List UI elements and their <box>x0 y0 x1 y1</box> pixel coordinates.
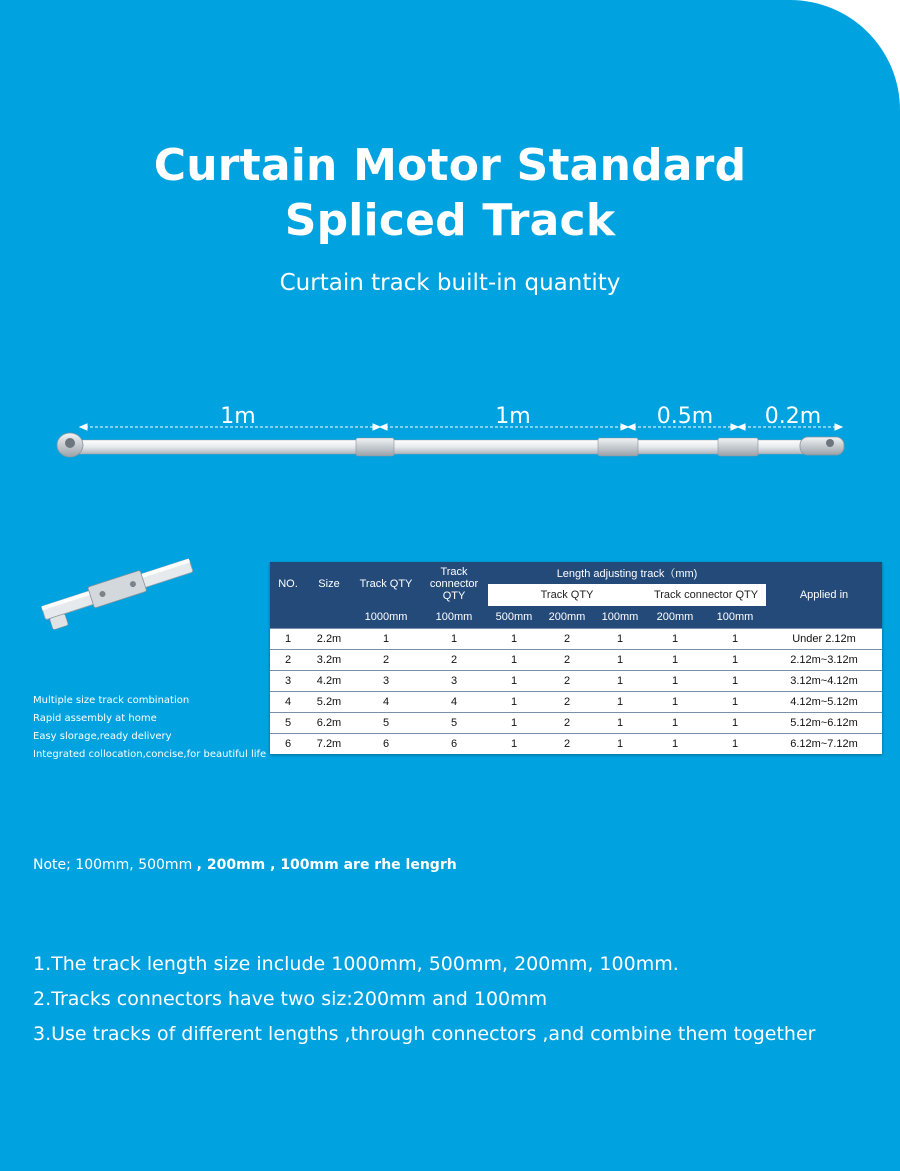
description-point: 2.Tracks connectors have two siz:200mm and 100mm <box>33 988 548 1010</box>
feature-list <box>33 692 266 764</box>
unit-cell: 100mm <box>704 606 766 628</box>
table-cell: 3 <box>270 670 306 691</box>
curtain-rail <box>57 433 844 457</box>
header-track-qty: Track QTY <box>352 562 420 606</box>
header-connector-qty: Track connector QTY <box>420 562 488 606</box>
feature-item: Integrated collocation,concise,for beautiful life <box>33 749 267 760</box>
table-cell: 3 <box>420 670 488 691</box>
table-cell: 1 <box>488 733 540 754</box>
page-subtitle: Curtain track built-in quantity <box>279 270 621 296</box>
table-cell: 6.12m~7.12m <box>766 733 882 754</box>
unit-cell: 100mm <box>594 606 646 628</box>
table-cell: 1 <box>488 712 540 733</box>
table-cell: 1 <box>646 733 704 754</box>
table-cell: 2.12m~3.12m <box>766 649 882 670</box>
header-size: Size <box>306 562 352 606</box>
table-cell: 2 <box>352 649 420 670</box>
table-cell: 1 <box>594 628 646 649</box>
table-cell: 2 <box>270 649 306 670</box>
table-cell: 5.2m <box>306 691 352 712</box>
table-cell: 6 <box>420 733 488 754</box>
dimension-label-4: 0.2m <box>764 404 822 429</box>
description-point: 3.Use tracks of different lengths ,through connectors ,and combine them together <box>33 1023 816 1045</box>
table-cell: 1 <box>352 628 420 649</box>
table-cell: 5 <box>420 712 488 733</box>
track-diagram <box>50 395 860 475</box>
table-cell: 1 <box>594 670 646 691</box>
table-cell: 3.2m <box>306 649 352 670</box>
table-cell: 4 <box>270 691 306 712</box>
subheader-track-qty: Track QTY <box>488 584 646 606</box>
feature-item: Rapid assembly at home <box>33 713 157 724</box>
dimension-label-3: 0.5m <box>656 404 714 429</box>
table-row <box>270 733 882 754</box>
table-cell: 1 <box>646 691 704 712</box>
table-cell: 1 <box>646 670 704 691</box>
table-cell: 1 <box>270 628 306 649</box>
table-cell: 6 <box>352 733 420 754</box>
table-cell: 2 <box>420 649 488 670</box>
table-cell: 1 <box>420 628 488 649</box>
subheader-connector-qty: Track connector QTY <box>646 584 766 606</box>
table-cell: 1 <box>488 670 540 691</box>
track-spec-table <box>270 562 882 754</box>
table-cell: 1 <box>704 733 766 754</box>
length-note <box>33 857 457 873</box>
table-cell: 1 <box>646 628 704 649</box>
unit-cell: 500mm <box>488 606 540 628</box>
table-row <box>270 649 882 670</box>
table-cell: 4.12m~5.12m <box>766 691 882 712</box>
table-cell: 7.2m <box>306 733 352 754</box>
table-cell: 1 <box>646 712 704 733</box>
table-cell: 1 <box>488 691 540 712</box>
table-cell: 2 <box>540 670 594 691</box>
table-cell: 3 <box>352 670 420 691</box>
table-cell: 1 <box>704 670 766 691</box>
table-cell: 6.2m <box>306 712 352 733</box>
table-cell: 1 <box>704 649 766 670</box>
table-row <box>270 691 882 712</box>
table-cell: 1 <box>704 691 766 712</box>
table-cell: Under 2.12m <box>766 628 882 649</box>
feature-item: Multiple size track combination <box>33 695 190 706</box>
table-cell: 6 <box>270 733 306 754</box>
note-text: Note; 100mm, 500mm <box>33 857 197 873</box>
track-connector-image <box>30 550 205 630</box>
table-cell: 1 <box>594 691 646 712</box>
table-cell: 1 <box>594 649 646 670</box>
table-cell: 3.12m~4.12m <box>766 670 882 691</box>
table-cell: 4 <box>420 691 488 712</box>
table-cell: 2 <box>540 733 594 754</box>
unit-cell: 200mm <box>646 606 704 628</box>
table-cell: 1 <box>646 649 704 670</box>
table-cell: 4.2m <box>306 670 352 691</box>
unit-cell: 1000mm <box>352 606 420 628</box>
note-bold-text: , 200mm , 100mm are rhe lengrh <box>196 857 457 873</box>
table-cell: 1 <box>488 649 540 670</box>
header-no: NO. <box>270 562 306 606</box>
title-line-2: Spliced Track <box>284 195 616 246</box>
table-row <box>270 628 882 649</box>
table-cell: 1 <box>594 712 646 733</box>
title-line-1: Curtain Motor Standard <box>153 140 747 191</box>
dimension-arrows <box>80 424 842 430</box>
table-cell: 1 <box>704 628 766 649</box>
table-row <box>270 670 882 691</box>
table-cell: 5 <box>352 712 420 733</box>
table-cell: 2 <box>540 712 594 733</box>
table-cell: 5.12m~6.12m <box>766 712 882 733</box>
table-cell: 5 <box>270 712 306 733</box>
unit-cell: 100mm <box>420 606 488 628</box>
description-points <box>33 947 815 1052</box>
table-cell: 2 <box>540 691 594 712</box>
dimension-label-1: 1m <box>220 404 256 429</box>
table-cell: 2 <box>540 649 594 670</box>
table-row <box>270 712 882 733</box>
dimension-label-2: 1m <box>495 404 531 429</box>
table-cell: 4 <box>352 691 420 712</box>
header-length-adjusting: Length adjusting track（mm) <box>488 562 766 584</box>
table-cell: 1 <box>704 712 766 733</box>
header-applied-in: Applied in <box>766 562 882 628</box>
table-cell: 2 <box>540 628 594 649</box>
feature-item: Easy slorage,ready delivery <box>33 731 172 742</box>
table-cell: 2.2m <box>306 628 352 649</box>
page-title <box>0 138 900 248</box>
table-cell: 1 <box>488 628 540 649</box>
description-point: 1.The track length size include 1000mm, 500mm, 200mm, 100mm. <box>33 953 679 975</box>
table-cell: 1 <box>594 733 646 754</box>
unit-cell: 200mm <box>540 606 594 628</box>
